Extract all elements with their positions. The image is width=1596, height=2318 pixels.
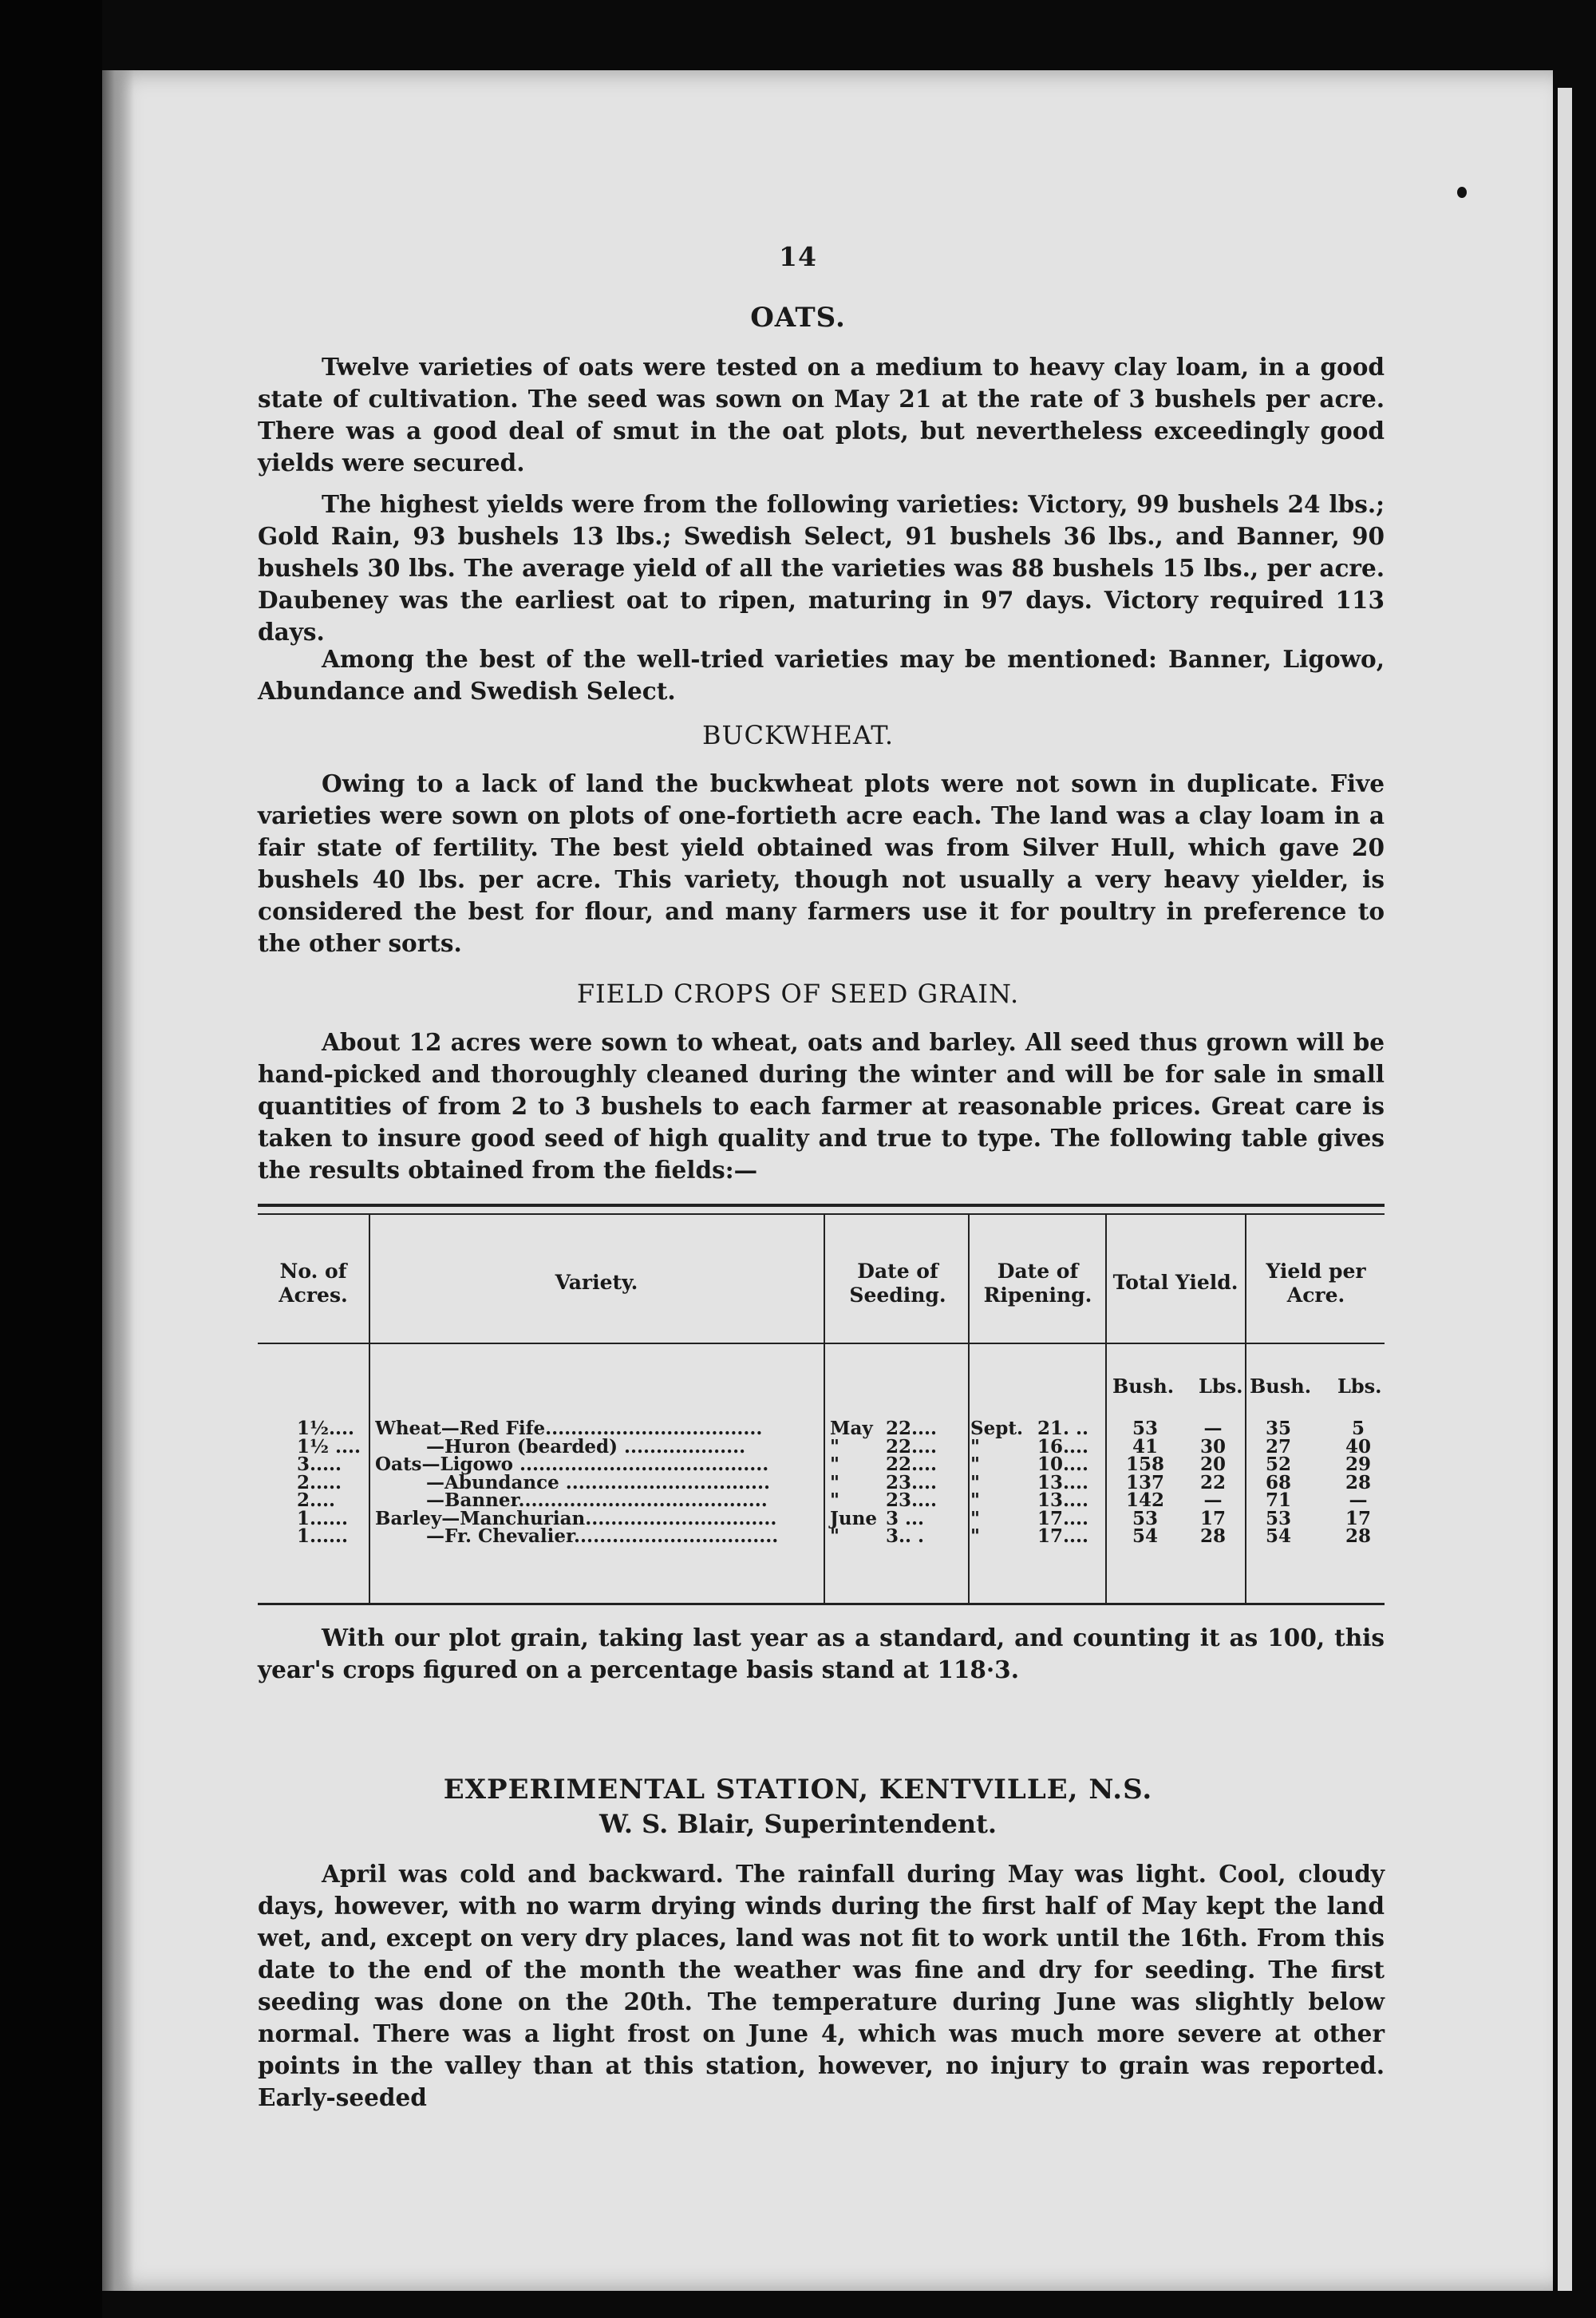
- cell-variety: —Huron (bearded) ...................: [375, 1435, 746, 1458]
- cell-seed-month: ": [830, 1471, 839, 1493]
- header-acres: No. of Acres.: [279, 1260, 348, 1307]
- header-seeding: Date of Seeding.: [849, 1260, 946, 1307]
- cell-variety: Barley—Manchurian..............................: [375, 1507, 777, 1529]
- cell-total-bush: 158: [1125, 1454, 1164, 1475]
- cell-ripen-day: 17....: [1037, 1525, 1089, 1547]
- station-heading: EXPERIMENTAL STATION, KENTVILLE, N.S.: [443, 1774, 1153, 1806]
- cell-ripen-month: Sept.: [970, 1418, 1023, 1439]
- cell-ripen-day: 17....: [1037, 1507, 1089, 1529]
- oats-paragraph-1: Twelve varieties of oats were tested on a medium to heavy clay loam, in a good state of cultivation. The seed was sown on May 21 at the rate of 3 bushels per acre. There was a good deal of smut in the oat plots, but nevertheless exceedingly good yields were secured.: [258, 353, 1385, 477]
- cell-acre-bush: 68: [1265, 1471, 1291, 1493]
- cell-total-lbs: 28: [1199, 1525, 1226, 1547]
- cell-acres: 3.....: [297, 1454, 342, 1475]
- cell-acre-lbs: 28: [1345, 1525, 1371, 1547]
- cell-total-bush: 41: [1132, 1435, 1158, 1458]
- cell-acre-lbs: 29: [1345, 1454, 1371, 1475]
- table-column-divider: [369, 1215, 370, 1603]
- cell-total-bush: 142: [1125, 1489, 1164, 1511]
- cell-ripen-month: ": [970, 1435, 980, 1458]
- subheader-total-bush: Bush.: [1112, 1375, 1175, 1398]
- table-column-divider: [824, 1215, 825, 1603]
- after-table-paragraph: With our plot grain, taking last year as a standard, and counting it as 100, this year's crops figured on a percentage basis stand at 118·3.: [258, 1624, 1385, 1683]
- cell-seed-day: 22....: [886, 1418, 938, 1439]
- subheader-acre-lbs: Lbs.: [1337, 1375, 1382, 1398]
- cell-total-lbs: —: [1203, 1418, 1223, 1439]
- cell-ripen-month: ": [970, 1525, 980, 1547]
- cell-seed-day: 22....: [886, 1454, 938, 1475]
- subheader-total-lbs: Lbs.: [1199, 1375, 1243, 1398]
- cell-seed-day: 3.. .: [886, 1525, 925, 1547]
- cell-seed-month: ": [830, 1435, 839, 1458]
- cell-variety: —Abundance ................................: [375, 1471, 771, 1493]
- cell-ripen-month: ": [970, 1507, 980, 1529]
- cell-acre-bush: 53: [1265, 1507, 1291, 1529]
- subheader-acre-bush: Bush.: [1250, 1375, 1312, 1398]
- cell-total-bush: 53: [1132, 1418, 1158, 1439]
- cell-ripen-day: 16....: [1037, 1435, 1089, 1458]
- table-header-rule: [258, 1343, 1385, 1344]
- cell-acres: 1½....: [297, 1418, 355, 1439]
- cell-acres: 1......: [297, 1525, 349, 1547]
- oats-heading: OATS.: [750, 302, 846, 334]
- header-yield-per-acre: Yield per Acre.: [1266, 1260, 1366, 1307]
- field-crops-paragraph: About 12 acres were sown to wheat, oats and barley. All seed thus grown will be hand-picked and thoroughly cleaned during the winter and will be for sale in small quantities of from 2 to 3 bushels to each farmer at reasonable prices. Great care is taken to insure good seed of high quality and true to type. The following table gives the results obtained from the fields:—: [258, 1028, 1385, 1184]
- cell-acre-bush: 27: [1265, 1435, 1291, 1458]
- table-column-divider: [1245, 1215, 1246, 1603]
- cell-variety: —Banner.......................................: [375, 1489, 768, 1511]
- buckwheat-paragraph: Owing to a lack of land the buckwheat plots were not sown in duplicate. Five varieties were sown on plots of one-fortieth acre each. The land was a clay loam in a fair state of fertility. The best yield obtained was from Silver Hull, which gave 20 bushels 40 lbs. per acre. This variety, though not usually a very heavy yielder, is considered the best for flour, and many farmers use it for poultry in preference to the other sorts.: [258, 769, 1385, 957]
- cell-seed-month: ": [830, 1525, 839, 1547]
- cell-ripen-day: 10....: [1037, 1454, 1089, 1475]
- cell-seed-month: ": [830, 1489, 839, 1511]
- table-column-divider: [1105, 1215, 1107, 1603]
- cell-acre-bush: 35: [1265, 1418, 1291, 1439]
- cell-total-lbs: 30: [1199, 1435, 1226, 1458]
- cell-acre-bush: 52: [1265, 1454, 1291, 1475]
- cell-total-lbs: 17: [1199, 1507, 1226, 1529]
- station-paragraph: April was cold and backward. The rainfall during May was light. Cool, cloudy days, however, with no warm drying winds during the first half of May kept the land wet, and, except on very dry places, land was not fit to work until the 16th. From this date to the end of the month the weather was fine and dry for seeding. The first seeding was done on the 20th. The temperature during June was slightly below normal. There was a light frost on June 4, which was much more severe at other points in the valley than at this station, however, no injury to grain was reported. Early-seeded: [258, 1860, 1385, 2111]
- cell-variety: —Fr. Chevalier................................: [375, 1525, 779, 1547]
- cell-total-lbs: 22: [1199, 1471, 1226, 1493]
- cell-total-bush: 137: [1125, 1471, 1164, 1493]
- scan-border-left: [0, 0, 102, 2318]
- cell-variety: Wheat—Red Fife..................................: [375, 1418, 763, 1439]
- cell-acre-lbs: 40: [1345, 1435, 1371, 1458]
- cell-seed-day: 22....: [886, 1435, 938, 1458]
- page-number: 14: [779, 241, 817, 272]
- cell-seed-day: 23....: [886, 1489, 938, 1511]
- cell-acres: 2....: [297, 1489, 336, 1511]
- table-top-rule-thin: [258, 1213, 1385, 1215]
- table-bottom-rule: [258, 1603, 1385, 1605]
- cell-seed-day: 3 ...: [886, 1507, 925, 1529]
- header-total-yield: Total Yield.: [1112, 1271, 1238, 1294]
- header-ripening: Date of Ripening.: [983, 1260, 1092, 1307]
- cell-ripen-month: ": [970, 1471, 980, 1493]
- next-page-edge: [1558, 88, 1572, 2291]
- table-column-divider: [968, 1215, 970, 1603]
- station-subheading: W. S. Blair, Superintendent.: [598, 1809, 998, 1839]
- buckwheat-heading: BUCKWHEAT.: [701, 720, 895, 750]
- cell-acre-lbs: 5: [1351, 1418, 1365, 1439]
- cell-total-bush: 53: [1132, 1507, 1158, 1529]
- cell-total-bush: 54: [1132, 1525, 1158, 1547]
- cell-acre-lbs: —: [1349, 1489, 1368, 1511]
- cell-seed-month: May: [830, 1418, 873, 1439]
- cell-acres: 1½ ....: [297, 1435, 361, 1458]
- cell-seed-day: 23....: [886, 1471, 938, 1493]
- oats-paragraph-2: The highest yields were from the following varieties: Victory, 99 bushels 24 lbs.; Gold Rain, 93 bushels 13 lbs.; Swedish Select, 91 bushels 36 lbs., and Banner, 90 bushels 30 lbs. The average yield of all the varieties was 88 bushels 15 lbs., per acre. Daubeney was the earliest oat to ripen, maturing in 97 days. Victory required 113 days.: [258, 490, 1385, 646]
- cell-acre-lbs: 28: [1345, 1471, 1371, 1493]
- cell-acres: 2.....: [297, 1471, 342, 1493]
- table-top-rule: [258, 1204, 1385, 1207]
- cell-acres: 1......: [297, 1507, 349, 1529]
- cell-seed-month: ": [830, 1454, 839, 1475]
- cell-acre-bush: 71: [1265, 1489, 1291, 1511]
- cell-ripen-day: 13....: [1037, 1471, 1089, 1493]
- cell-ripen-month: ": [970, 1454, 980, 1475]
- page-gutter-shadow: [102, 70, 134, 2291]
- cell-variety: Oats—Ligowo .......................................: [375, 1454, 769, 1475]
- cell-total-lbs: 20: [1199, 1454, 1226, 1475]
- cell-ripen-day: 13....: [1037, 1489, 1089, 1511]
- cell-ripen-month: ": [970, 1489, 980, 1511]
- cell-total-lbs: —: [1203, 1489, 1223, 1511]
- cell-seed-month: June: [830, 1507, 877, 1529]
- oats-paragraph-3: Among the best of the well-tried varieties may be mentioned: Banner, Ligowo, Abundance and Swedish Select.: [258, 645, 1385, 705]
- cell-acre-bush: 54: [1265, 1525, 1291, 1547]
- cell-acre-lbs: 17: [1345, 1507, 1371, 1529]
- cell-ripen-day: 21. ..: [1037, 1418, 1089, 1439]
- scan-speck: [1457, 187, 1467, 198]
- field-crops-heading: FIELD CROPS OF SEED GRAIN.: [576, 979, 1020, 1009]
- header-variety: Variety.: [555, 1271, 638, 1294]
